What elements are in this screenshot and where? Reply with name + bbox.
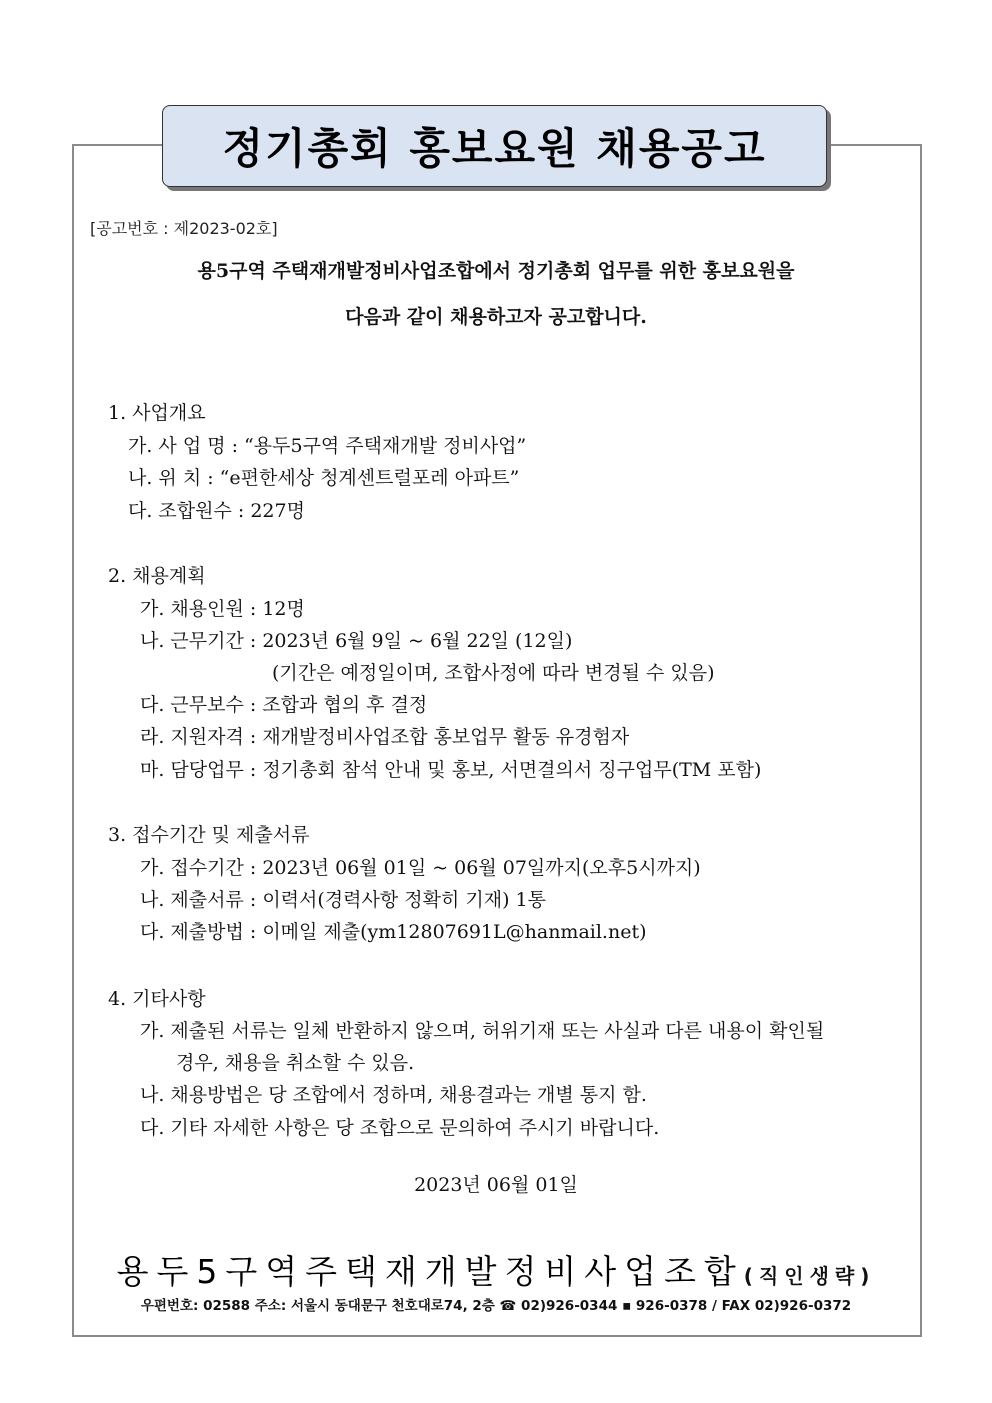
organization-signature: [80, 1246, 912, 1293]
contact-info: 우편번호: 02588 주소: 서울시 동대문구 천호대로74, 2층 ☎ 02)926-0344 ▪ 926-0378 / FAX 02)926-0372: [140, 1298, 852, 1314]
section-1-item-b: 나. 위 치 : “e편한세상 청계센트럴포레 아파트”: [128, 467, 520, 489]
section-1-item-c: 다. 조합원수 : 227명: [128, 500, 305, 522]
section-2-item-b: 나. 근무기간 : 2023년 6월 9일 ~ 6월 22일 (12일): [140, 630, 573, 652]
section-2-item-a: 가. 채용인원 : 12명: [140, 598, 305, 620]
section-4-item-a: 가. 제출된 서류는 일체 반환하지 않으며, 허위기재 또는 사실과 다른 내용이 확인될: [140, 1020, 825, 1042]
section-2-heading: 2. 채용계획: [108, 565, 206, 587]
intro-line-1: 용5구역 주택재개발정비사업조합에서 정기총회 업무를 위한 홍보요원을: [197, 260, 795, 282]
title-banner: [162, 105, 827, 187]
section-3-item-b: 나. 제출서류 : 이력서(경력사항 정확히 기재) 1통: [140, 889, 546, 911]
section-2-item-b-note: (기간은 예정일이며, 조합사정에 따라 변경될 수 있음): [272, 662, 715, 684]
section-4-item-c: 다. 기타 자세한 사항은 당 조합으로 문의하여 주시기 바랍니다.: [140, 1117, 660, 1139]
section-3-item-a: 가. 접수기간 : 2023년 06월 01일 ~ 06월 07일까지(오후5시까지): [140, 857, 701, 879]
page-title: 정기총회 홍보요원 채용공고: [222, 124, 767, 173]
section-2-item-e: 마. 담당업무 : 정기총회 참석 안내 및 홍보, 서면결의서 징구업무(TM 포함): [140, 759, 762, 781]
section-2-item-c: 다. 근무보수 : 조합과 협의 후 결정: [140, 694, 428, 716]
section-1-item-a: 가. 사 업 명 : “용두5구역 주택재개발 정비사업”: [128, 435, 527, 457]
intro-line-2: 다음과 같이 채용하고자 공고합니다.: [345, 306, 647, 328]
organization-name: 용두5구역주택재개발정비사업조합: [116, 1252, 744, 1291]
section-4-heading: 4. 기타사항: [108, 988, 206, 1010]
section-4-item-a-cont: 경우, 채용을 취소할 수 있음.: [176, 1052, 415, 1074]
section-1-heading: 1. 사업개요: [108, 402, 206, 424]
section-3-item-c: 다. 제출방법 : 이메일 제출(ym12807691L@hanmail.net): [140, 921, 647, 943]
section-3-heading: 3. 접수기간 및 제출서류: [108, 824, 310, 846]
notice-date: 2023년 06월 01일: [414, 1174, 578, 1196]
seal-omitted-note: (직인생략): [743, 1264, 876, 1288]
section-4-item-b: 나. 채용방법은 당 조합에서 정하며, 채용결과는 개별 통지 함.: [140, 1084, 647, 1106]
notice-number: [공고번호 : 제2023-02호]: [90, 219, 278, 238]
section-2-item-d: 라. 지원자격 : 재개발정비사업조합 홍보업무 활동 유경험자: [140, 726, 630, 748]
